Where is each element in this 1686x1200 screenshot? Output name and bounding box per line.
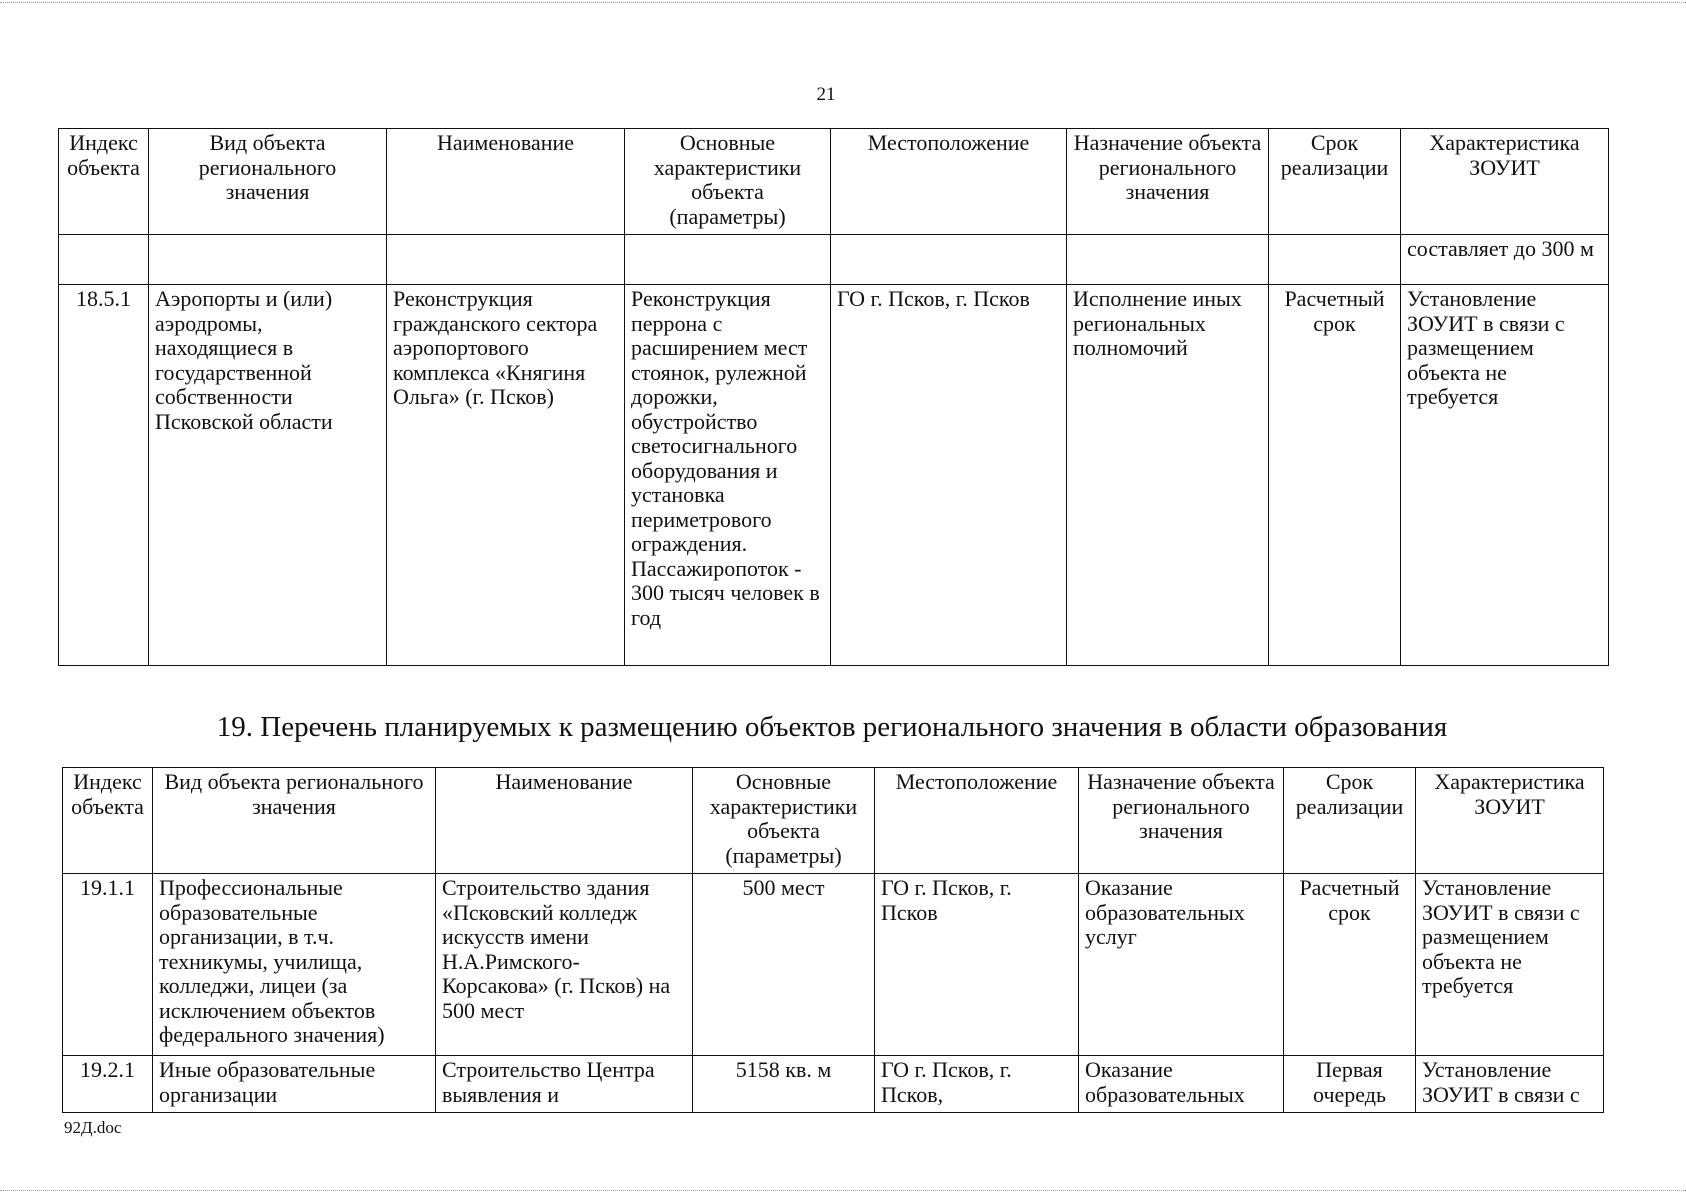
footer-file-name: 92Д.doc [64, 1118, 122, 1137]
cell-name: Строительство здания «Псковский колледж искусств имени Н.А.Римского-Корсакова» (г. Псков) на 500 мест [436, 874, 693, 1056]
table-row [59, 235, 1609, 285]
section-title: 19. Перечень планируемых к размещению объектов регионального значения в области образования [216, 711, 1448, 743]
cell-parameters: 5158 кв. м [693, 1056, 875, 1113]
table-header-row [63, 768, 1604, 874]
header-purpose: Назначение объекта регионального значения [1079, 768, 1284, 874]
cell-term: Расчетный срок [1284, 874, 1416, 1056]
cell-object-type: Аэропорты и (или) аэродромы, находящиеся в государственной собственности Псковской области [149, 285, 387, 666]
header-object-type: Вид объекта регионального значения [149, 129, 387, 235]
objects-table-education [62, 767, 1604, 1113]
cell-index: 19.2.1 [63, 1056, 153, 1113]
table-row [63, 1056, 1604, 1113]
table-header-row [59, 129, 1609, 235]
cell-location: ГО г. Псков, г. Псков [875, 874, 1079, 1056]
header-zouit: Характеристика ЗОУИТ [1416, 768, 1604, 874]
header-parameters: Основные характеристики объекта (параметры) [625, 129, 831, 235]
scan-edge-top [0, 2, 1686, 3]
cell-parameters: Реконструкция перрона с расширением мест стоянок, рулежной дорожки, обустройство светосигнального оборудования и установка периметрового ограждения. Пассажиропоток - 300 тысяч человек в год [625, 285, 831, 666]
header-object-type: Вид объекта регионального значения [153, 768, 436, 874]
cell-term: Первая очередь [1284, 1056, 1416, 1113]
header-index: Индекс объекта [59, 129, 149, 235]
header-zouit: Характеристика ЗОУИТ [1401, 129, 1609, 235]
header-parameters: Основные характеристики объекта (параметры) [693, 768, 875, 874]
cell-location: ГО г. Псков, г. Псков, [875, 1056, 1079, 1113]
table-row [63, 874, 1604, 1056]
cell-zouit: Установление ЗОУИТ в связи с размещением объекта не требуется [1416, 874, 1604, 1056]
cell-term [1269, 235, 1401, 285]
header-location: Местоположение [875, 768, 1079, 874]
header-index: Индекс объекта [63, 768, 153, 874]
table-row [59, 285, 1609, 666]
cell-index: 19.1.1 [63, 874, 153, 1056]
cell-index [59, 235, 149, 285]
header-location: Местоположение [831, 129, 1067, 235]
header-term: Срок реализации [1269, 129, 1401, 235]
cell-name [387, 235, 625, 285]
cell-name: Реконструкция гражданского сектора аэропортового комплекса «Княгиня Ольга» (г. Псков) [387, 285, 625, 666]
header-term: Срок реализации [1284, 768, 1416, 874]
scan-edge-bottom [0, 1190, 1686, 1191]
cell-zouit: Установление ЗОУИТ в связи с [1416, 1056, 1604, 1113]
cell-purpose: Оказание образовательных услуг [1079, 874, 1284, 1056]
cell-index: 18.5.1 [59, 285, 149, 666]
cell-zouit: составляет до 300 м [1401, 235, 1609, 285]
cell-purpose: Исполнение иных региональных полномочий [1067, 285, 1269, 666]
cell-parameters [625, 235, 831, 285]
cell-term: Расчетный срок [1269, 285, 1401, 666]
cell-object-type: Иные образовательные организации [153, 1056, 436, 1113]
objects-table-transport [58, 128, 1609, 666]
header-purpose: Назначение объекта регионального значения [1067, 129, 1269, 235]
cell-location: ГО г. Псков, г. Псков [831, 285, 1067, 666]
cell-purpose: Оказание образовательных [1079, 1056, 1284, 1113]
page-number: 21 [816, 84, 836, 105]
header-name: Наименование [436, 768, 693, 874]
cell-parameters: 500 мест [693, 874, 875, 1056]
cell-location [831, 235, 1067, 285]
cell-object-type [149, 235, 387, 285]
cell-object-type: Профессиональные образовательные организации, в т.ч. техникумы, училища, колледжи, лицеи (за исключением объектов федерального значения) [153, 874, 436, 1056]
header-name: Наименование [387, 129, 625, 235]
cell-name: Строительство Центра выявления и [436, 1056, 693, 1113]
cell-zouit: Установление ЗОУИТ в связи с размещением объекта не требуется [1401, 285, 1609, 666]
cell-purpose [1067, 235, 1269, 285]
